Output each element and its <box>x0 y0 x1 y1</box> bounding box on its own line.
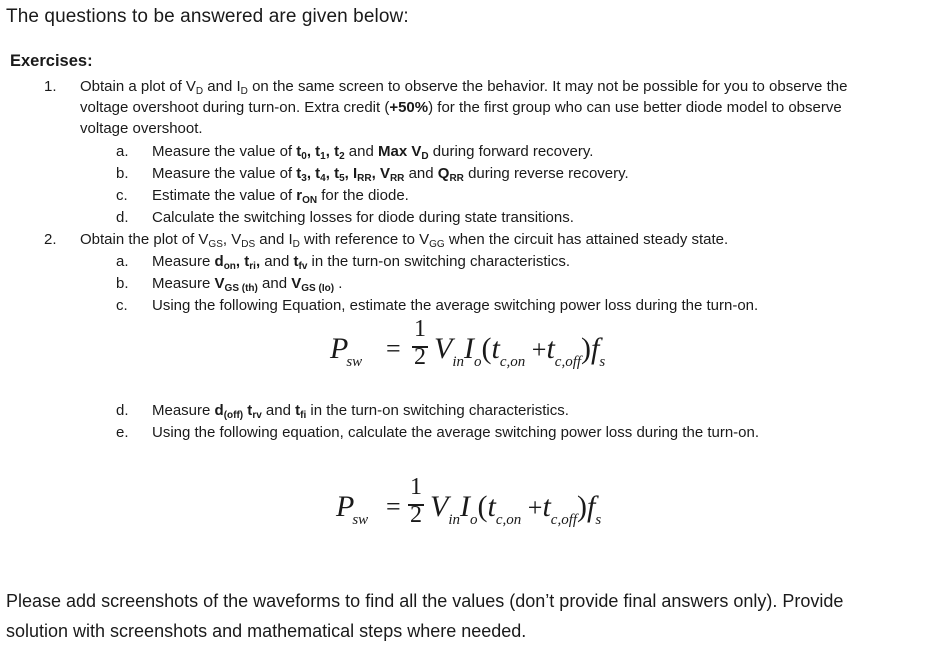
q1c-text: Estimate the value of $r_{ON}$ for the diode. <box>152 187 409 206</box>
q2-number: 2. <box>44 231 57 248</box>
q1-line3: voltage overshoot. <box>80 120 203 137</box>
q2c-text: Using the following Equation, estimate the average switching power loss during the turn-on. <box>152 297 759 314</box>
q2a-letter: a. <box>116 253 129 270</box>
q1a-letter: a. <box>116 143 129 160</box>
equation-2: $P_{sw}$ = 1 2 $V_{in}I_o(t_{c,on} +t_{c,off})f_s$ <box>336 474 602 528</box>
q1c-letter: c. <box>116 187 128 204</box>
q1-line2: voltage overshoot during turn-on. Extra credit (+50%) for the first group who can use better diode model to observe <box>80 99 842 116</box>
q2d-text: Measure $d_{(off)}$ $t_{rv}$ and $t_{fi}$ in the turn-on switching characteristics. <box>152 402 569 421</box>
footer-instructions <box>6 586 843 646</box>
q1d-letter: d. <box>116 209 129 226</box>
footer-line-1: Please add screenshots of the waveforms to find all the values (don’t provide final answers only). Provide <box>6 591 844 611</box>
footer-line-2: solution with screenshots and mathematical steps where needed. <box>6 621 527 641</box>
q2c-letter: c. <box>116 297 128 314</box>
q1d-text: Calculate the switching losses for diode during state transitions. <box>152 209 574 226</box>
q1b-text: Measure the value of $t_3$, $t_4$, $t_5$, $I_{RR}$, $V_{RR}$ and $Q_{RR}$ during reverse recovery. <box>152 165 629 184</box>
q1b-letter: b. <box>116 165 129 182</box>
q2e-text: Using the following equation, calculate the average switching power loss during the turn-on. <box>152 424 760 441</box>
q1-line1: Obtain a plot of $V_D$ and $I_D$ on the same screen to observe the behavior. It may not be possible for you to observe the <box>80 78 848 97</box>
q1a-text: Measure the value of $t_0$, $t_1$, $t_2$ and Max $V_D$ during forward recovery. <box>152 143 594 162</box>
q1-number: 1. <box>44 78 57 95</box>
q2b-letter: b. <box>116 275 129 292</box>
q2d-letter: d. <box>116 402 129 419</box>
q2-line1: Obtain the plot of $V_{GS}$, $V_{DS}$ and $I_D$ with reference to $V_{GG}$ when the circuit has attained steady state. <box>80 231 729 250</box>
exercises-heading: Exercises: <box>10 52 93 70</box>
q2b-text: Measure $V_{GS (th)}$ and $V_{GS (Io)}$ . <box>152 275 343 294</box>
q2e-letter: e. <box>116 424 129 441</box>
equation-1: $P_{sw}$ = 1 2 $V_{in}I_o(t_{c,on} +t_{c,off})f_s$ <box>330 316 606 370</box>
intro-text: The questions to be answered are given below: <box>6 6 409 27</box>
q2a-text: Measure $d_{on}$, $t_{ri}$, and $t_{fv}$ in the turn-on switching characteristics. <box>152 253 571 272</box>
